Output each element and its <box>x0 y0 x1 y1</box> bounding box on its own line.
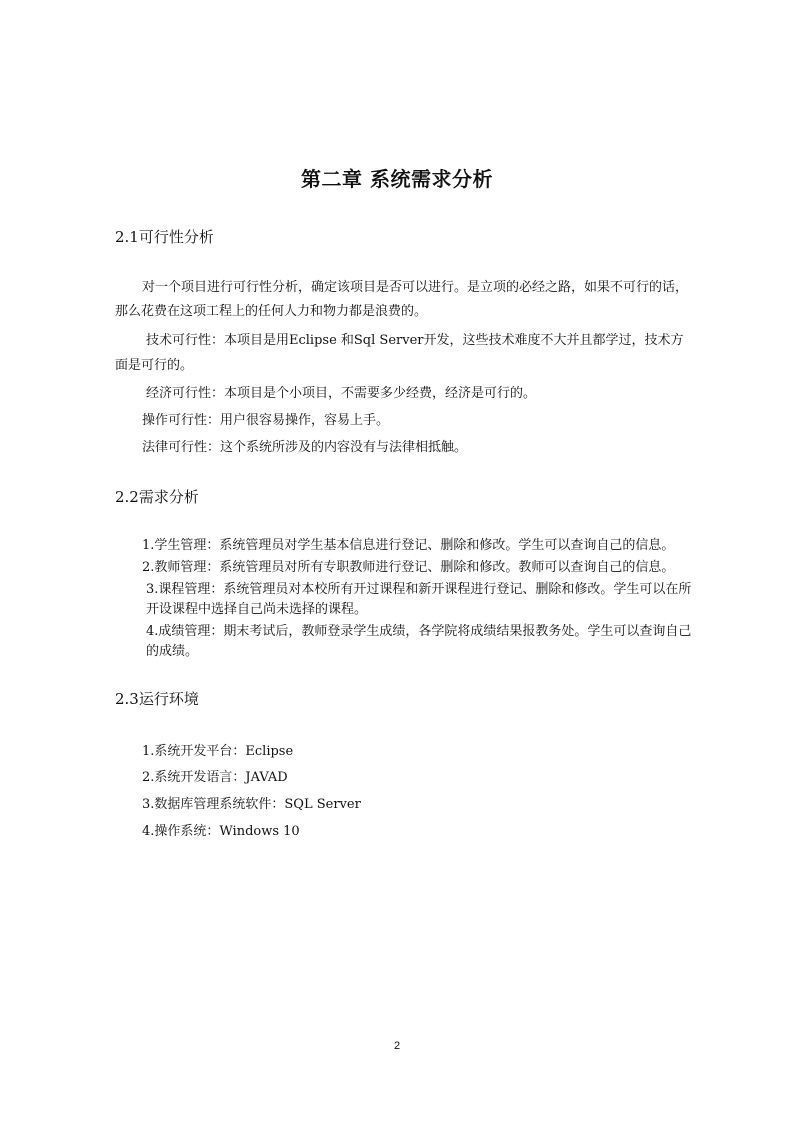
paragraph-line: 法律可行性：这个系统所涉及的内容没有与法律相抵触。 <box>142 440 468 455</box>
paragraph-line: 技术可行性：本项目是用Eclipse 和Sql Server开发，这些技术难度不大并且都学过，技术方 <box>146 333 684 348</box>
list-item: 3.课程管理：系统管理员对本校所有开过课程和新开课程进行登记、删除和修改。学生可以在所 <box>146 582 692 597</box>
paragraph-line: 面是可行的。 <box>115 358 194 373</box>
list-item: 4.操作系统：Windows 10 <box>142 824 300 839</box>
list-item: 2.系统开发语言：JAVAD <box>142 770 288 785</box>
page-number: 2 <box>393 1040 401 1052</box>
section-heading-requirements: 2.2需求分析 <box>115 488 199 506</box>
list-item: 3.数据库管理系统软件：SQL Server <box>142 797 361 812</box>
paragraph-line: 经济可行性：本项目是个小项目，不需要多少经费，经济是可行的。 <box>146 386 537 401</box>
list-item: 1.学生管理：系统管理员对学生基本信息进行登记、删除和修改。学生可以查询自己的信息。 <box>142 538 675 553</box>
list-item: 2.教师管理：系统管理员对所有专职教师进行登记、删除和修改。教师可以查询自己的信息。 <box>142 560 675 575</box>
section-heading-feasibility: 2.1可行性分析 <box>115 228 214 246</box>
chapter-title: 第二章 系统需求分析 <box>301 167 493 191</box>
list-item-continuation: 开设课程中选择自己尚未选择的课程。 <box>146 602 368 617</box>
paragraph-line: 操作可行性：用户很容易操作，容易上手。 <box>142 413 390 428</box>
paragraph-line: 对一个项目进行可行性分析，确定该项目是否可以进行。是立项的必经之路，如果不可行的话， <box>142 280 689 295</box>
list-item: 4.成绩管理：期末考试后，教师登录学生成绩，各学院将成绩结果报教务处。学生可以查询自己 <box>146 624 692 639</box>
section-heading-environment: 2.3运行环境 <box>115 690 199 708</box>
paragraph-line: 那么花费在这项工程上的任何人力和物力都是浪费的。 <box>115 304 428 319</box>
list-item: 1.系统开发平台：Eclipse <box>142 744 294 759</box>
list-item-continuation: 的成绩。 <box>146 644 199 659</box>
